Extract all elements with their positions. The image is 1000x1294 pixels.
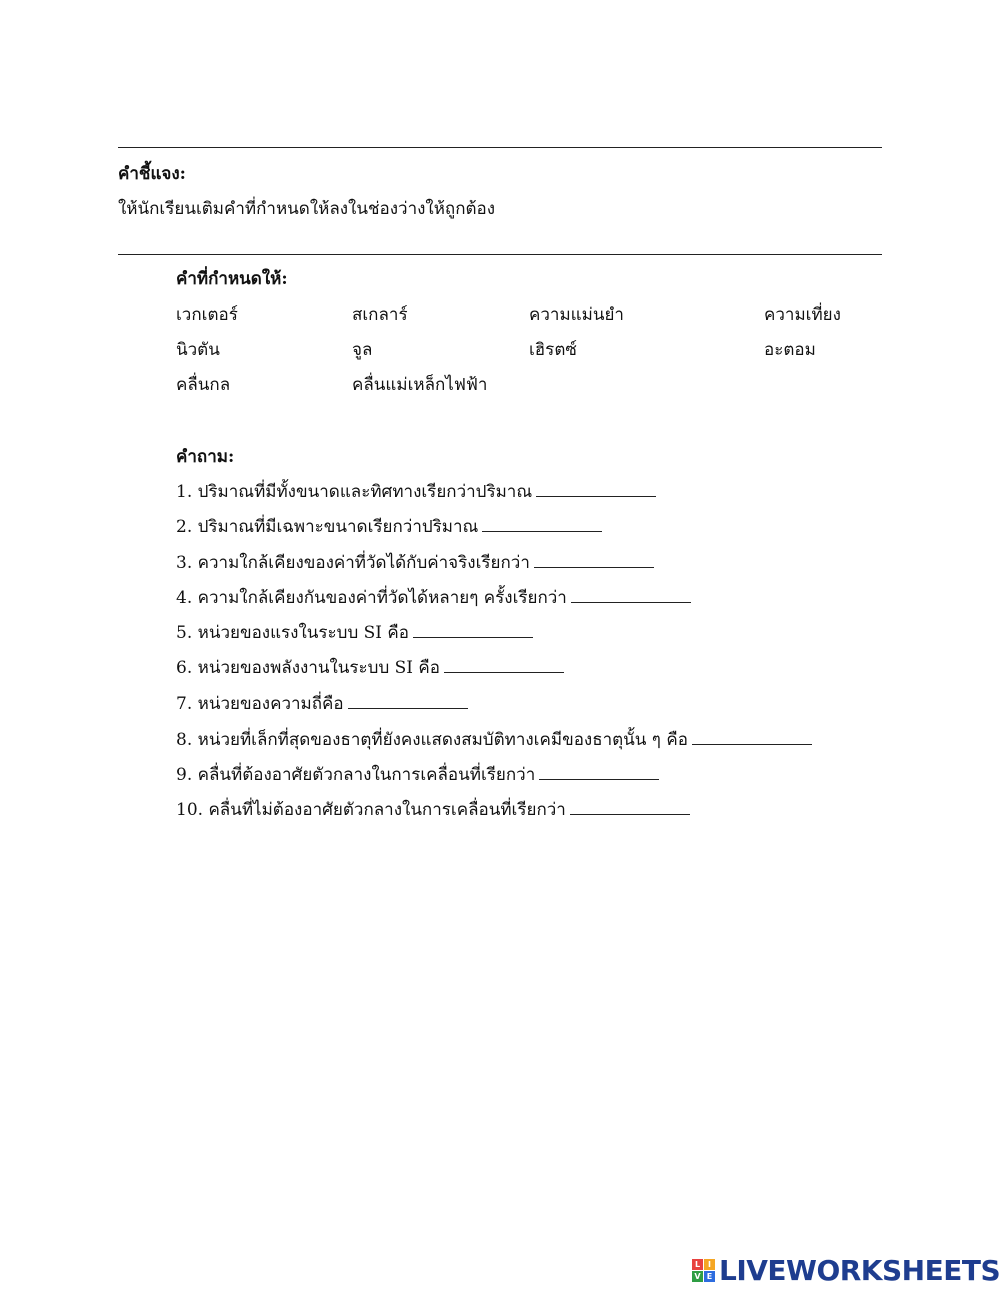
word-bank-item: เฮิรตซ์: [529, 340, 577, 360]
question-text: 5. หน่วยของแรงในระบบ SI คือ: [176, 623, 409, 643]
question-text: 4. ความใกล้เคียงกันของค่าที่วัดได้หลายๆ ครั้งเรียกว่า: [176, 588, 567, 608]
word-bank-heading: คำที่กำหนดให้:: [176, 269, 288, 289]
answer-blank[interactable]: [536, 482, 656, 497]
top-divider: [118, 147, 882, 148]
liveworksheets-logo: [692, 1254, 1000, 1287]
question-item: [176, 799, 690, 821]
answer-blank[interactable]: [571, 588, 691, 603]
word-bank-item: ความแม่นยำ: [529, 305, 624, 325]
answer-blank[interactable]: [413, 623, 533, 638]
word-bank-item: อะตอม: [764, 340, 816, 360]
word-bank-item: สเกลาร์: [352, 305, 408, 325]
question-text: 10. คลื่นที่ไม่ต้องอาศัยตัวกลางในการเคลื่อนที่เรียกว่า: [176, 800, 566, 820]
question-text: 7. หน่วยของความถี่คือ: [176, 694, 344, 714]
question-text: 2. ปริมาณที่มีเฉพาะขนาดเรียกว่าปริมาณ: [176, 517, 479, 537]
question-text: 1. ปริมาณที่มีทั้งขนาดและทิศทางเรียกว่าปริมาณ: [176, 482, 533, 502]
answer-blank[interactable]: [348, 694, 468, 709]
question-item: [176, 552, 654, 574]
answer-blank[interactable]: [482, 517, 602, 532]
questions-heading: คำถาม:: [176, 447, 235, 467]
answer-blank[interactable]: [570, 800, 690, 815]
logo-letter: I: [704, 1259, 715, 1270]
answer-blank[interactable]: [539, 765, 659, 780]
instructions-text: ให้นักเรียนเติมคำที่กำหนดให้ลงในช่องว่างให้ถูกต้อง: [118, 199, 496, 219]
word-bank-item: เวกเตอร์: [176, 305, 238, 325]
question-text: 8. หน่วยที่เล็กที่สุดของธาตุที่ยังคงแสดงสมบัติทางเคมีของธาตุนั้น ๆ คือ: [176, 730, 688, 750]
word-bank-item: คลื่นกล: [176, 375, 231, 395]
word-bank-item: นิวตัน: [176, 340, 220, 360]
answer-blank[interactable]: [444, 658, 564, 673]
question-text: 6. หน่วยของพลังงานในระบบ SI คือ: [176, 658, 440, 678]
word-bank-item: คลื่นแม่เหล็กไฟฟ้า: [352, 375, 488, 395]
middle-divider: [118, 254, 882, 255]
question-item: [176, 729, 812, 751]
question-item: [176, 587, 691, 609]
question-item: [176, 693, 468, 715]
question-item: [176, 516, 602, 538]
question-item: [176, 764, 659, 786]
word-bank-item: ความเที่ยง: [764, 305, 841, 325]
logo-wordmark: LIVEWORKSHEETS: [719, 1254, 1000, 1287]
question-text: 9. คลื่นที่ต้องอาศัยตัวกลางในการเคลื่อนที่เรียกว่า: [176, 765, 536, 785]
question-item: [176, 657, 564, 679]
question-item: [176, 481, 656, 503]
question-item: [176, 622, 533, 644]
logo-mark: [692, 1259, 715, 1282]
logo-letter: E: [704, 1271, 715, 1282]
word-bank-item: จูล: [352, 340, 373, 360]
logo-letter: L: [692, 1259, 703, 1270]
question-text: 3. ความใกล้เคียงของค่าที่วัดได้กับค่าจริงเรียกว่า: [176, 553, 530, 573]
instructions-heading: คำชี้แจง:: [118, 164, 186, 184]
logo-letter: V: [692, 1271, 703, 1282]
answer-blank[interactable]: [692, 730, 812, 745]
answer-blank[interactable]: [534, 553, 654, 568]
